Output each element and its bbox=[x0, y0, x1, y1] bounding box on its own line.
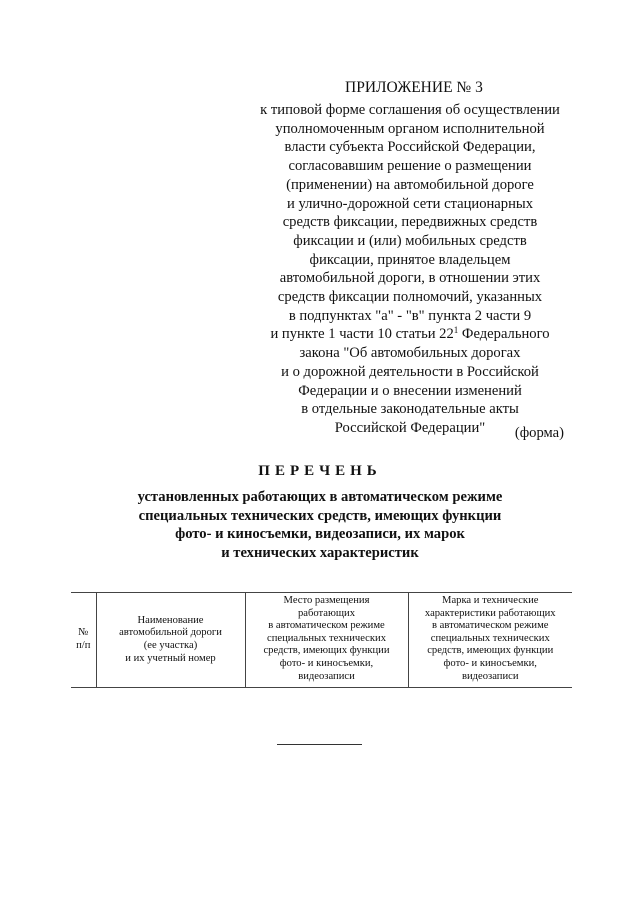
subtitle-line: фото- и киносъемки, видеозаписи, их марок bbox=[175, 526, 465, 542]
appendix-line: и улично-дорожной сети стационарных bbox=[286, 195, 533, 212]
appendix-line: фиксации и (или) мобильных средств bbox=[293, 232, 527, 249]
header-cell-road bbox=[96, 593, 245, 688]
registry-table bbox=[71, 592, 572, 688]
header-line: (ее участка) bbox=[143, 640, 198, 651]
appendix-line: Российской Федерации" bbox=[334, 419, 486, 436]
appendix-line: в отдельные законодательные акты bbox=[301, 401, 519, 418]
appendix-line: и о дорожной деятельности в Российской bbox=[281, 363, 539, 380]
footnote-separator bbox=[277, 744, 362, 745]
table-header-row bbox=[71, 593, 572, 688]
appendix-line: средств фиксации, передвижных средств bbox=[282, 214, 538, 231]
header-line: Место размещения bbox=[283, 595, 370, 606]
header-line: специальных технических bbox=[430, 632, 550, 644]
appendix-line: закона "Об автомобильных дорогах bbox=[299, 345, 521, 362]
appendix-line: автомобильной дороги, в отношении этих bbox=[279, 270, 541, 287]
header-cell-location bbox=[245, 593, 408, 688]
appendix-title: ПРИЛОЖЕНИЕ № 3 bbox=[345, 79, 483, 96]
header-line: фото- и киносъемки, bbox=[443, 657, 537, 669]
subtitle-line: установленных работающих в автоматическом режиме bbox=[137, 489, 503, 505]
header-line: видеозаписи bbox=[461, 670, 519, 682]
appendix-line: (применении) на автомобильной дороге bbox=[286, 176, 534, 193]
header-line: Марка и технические bbox=[442, 595, 539, 606]
article-superscript: 1 bbox=[453, 325, 459, 336]
subtitle-line: и технических характеристик bbox=[221, 544, 419, 561]
header-line: характеристики работающих bbox=[424, 607, 556, 619]
appendix-line: Федерации и о внесении изменений bbox=[298, 382, 522, 399]
header-line: п/п bbox=[76, 640, 91, 651]
header-line: автомобильной дороги bbox=[119, 627, 222, 639]
appendix-line: уполномоченным органом исполнительной bbox=[275, 120, 545, 137]
document-title: ПЕРЕЧЕНЬ bbox=[258, 463, 382, 479]
header-line: и их учетный номер bbox=[125, 652, 216, 664]
header-line: Наименование bbox=[137, 614, 204, 626]
header-line: работающих bbox=[297, 607, 356, 619]
header-line: в автоматическом режиме bbox=[432, 620, 549, 632]
appendix-line-with-superscript bbox=[250, 325, 570, 344]
appendix-line: согласовавшим решение о размещении bbox=[288, 158, 532, 175]
appendix-line: в подпунктах "а" - "в" пункта 2 части 9 bbox=[288, 307, 532, 324]
appendix-line: средств фиксации полномочий, указанных bbox=[277, 289, 543, 306]
header-line: средств, имеющих функции bbox=[263, 645, 390, 657]
header-line: специальных технических bbox=[267, 632, 386, 644]
header-line: средств, имеющих функции bbox=[427, 645, 554, 657]
header-cell-brand bbox=[408, 593, 572, 688]
appendix-line-part: и пункте 1 части 10 статьи 22 bbox=[270, 326, 454, 343]
form-note: (форма) bbox=[514, 425, 564, 441]
header-line: видеозаписи bbox=[298, 670, 355, 682]
header-line: в автоматическом режиме bbox=[268, 620, 385, 632]
appendix-line: фиксации, принятое владельцем bbox=[309, 251, 511, 268]
header-line: № bbox=[78, 627, 89, 639]
subtitle-line: специальных технических средств, имеющих функции bbox=[138, 507, 502, 524]
appendix-line: к типовой форме соглашения об осуществлении bbox=[260, 102, 560, 118]
appendix-line-part: Федерального bbox=[458, 326, 550, 343]
document-subtitle bbox=[80, 488, 560, 562]
header-cell-number bbox=[71, 593, 96, 688]
appendix-line: власти субъекта Российской Федерации, bbox=[284, 139, 536, 156]
header-line: фото- и киносъемки, bbox=[279, 657, 374, 669]
appendix-reference-text bbox=[250, 101, 570, 438]
